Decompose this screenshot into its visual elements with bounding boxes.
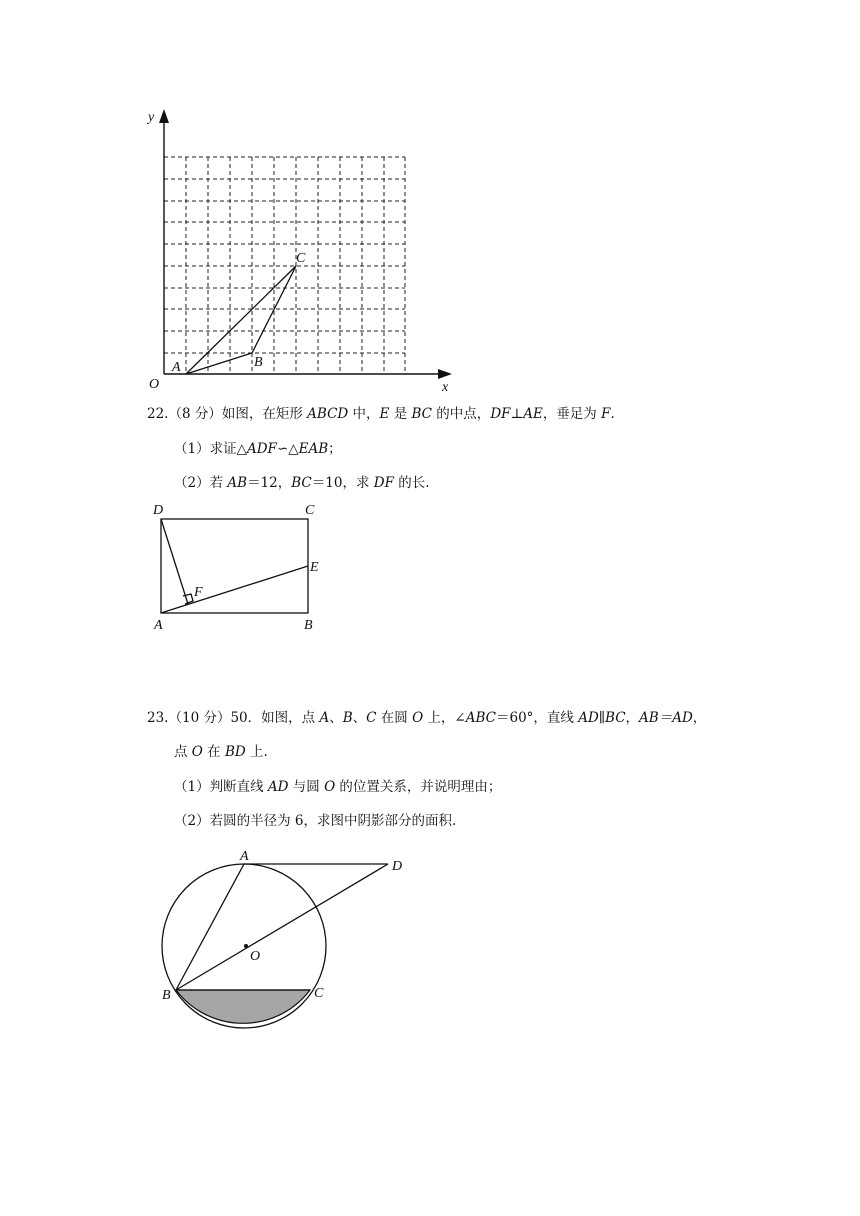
segment-ab <box>176 864 244 990</box>
origin-label: O <box>149 377 160 392</box>
circle-figure <box>150 848 420 1033</box>
q22-stem: 22.（8 分）如图，在矩形 ABCD 中，E 是 BC 的中点，DF⊥AE，垂足为 F. <box>147 406 615 422</box>
label-e: E <box>310 560 319 575</box>
label-d: D <box>153 503 164 518</box>
q23-part2: （2）若圆的半径为 6，求图中阴影部分的面积. <box>174 813 457 829</box>
label-f: F <box>194 585 203 600</box>
y-axis-arrow <box>159 109 169 123</box>
right-angle-mark <box>183 594 193 604</box>
label-o: O <box>250 949 261 964</box>
point-b-label: B <box>254 355 263 370</box>
q23-stem-line2: 点 O 在 BD 上. <box>174 744 268 760</box>
label-b: B <box>162 988 171 1003</box>
point-c-label: C <box>296 251 306 266</box>
label-a: A <box>240 849 249 864</box>
point-a-label: A <box>172 360 181 375</box>
q23-stem-line1: 23.（10 分）50．如图，点 A、B、C 在圆 O 上，∠ABC＝60°，直线 AD∥BC，AB＝AD， <box>147 710 707 726</box>
center-dot <box>244 944 248 948</box>
segment-df <box>161 519 188 604</box>
rectangle-figure <box>145 498 335 638</box>
segment-bd <box>176 864 388 990</box>
grid-triangle-figure <box>140 105 460 395</box>
label-a: A <box>154 618 163 633</box>
label-c: C <box>314 986 324 1001</box>
axes <box>164 115 442 374</box>
axis-y-label: y <box>148 110 155 125</box>
x-axis-arrow <box>438 369 452 379</box>
label-d: D <box>392 859 403 874</box>
q22-part2: （2）若 AB＝12，BC＝10，求 DF 的长. <box>174 475 430 491</box>
label-b: B <box>304 618 313 633</box>
q23-part1: （1）判断直线 AD 与圆 O 的位置关系，并说明理由； <box>174 779 502 795</box>
triangle-abc <box>186 266 296 374</box>
q22-part1: （1）求证△ADF∽△EAB； <box>174 441 342 457</box>
axis-x-label: x <box>442 380 449 395</box>
label-c: C <box>305 503 315 518</box>
shaded-segment <box>176 990 310 1023</box>
rectangle-abcd <box>161 519 308 613</box>
dashed-grid <box>164 157 405 374</box>
